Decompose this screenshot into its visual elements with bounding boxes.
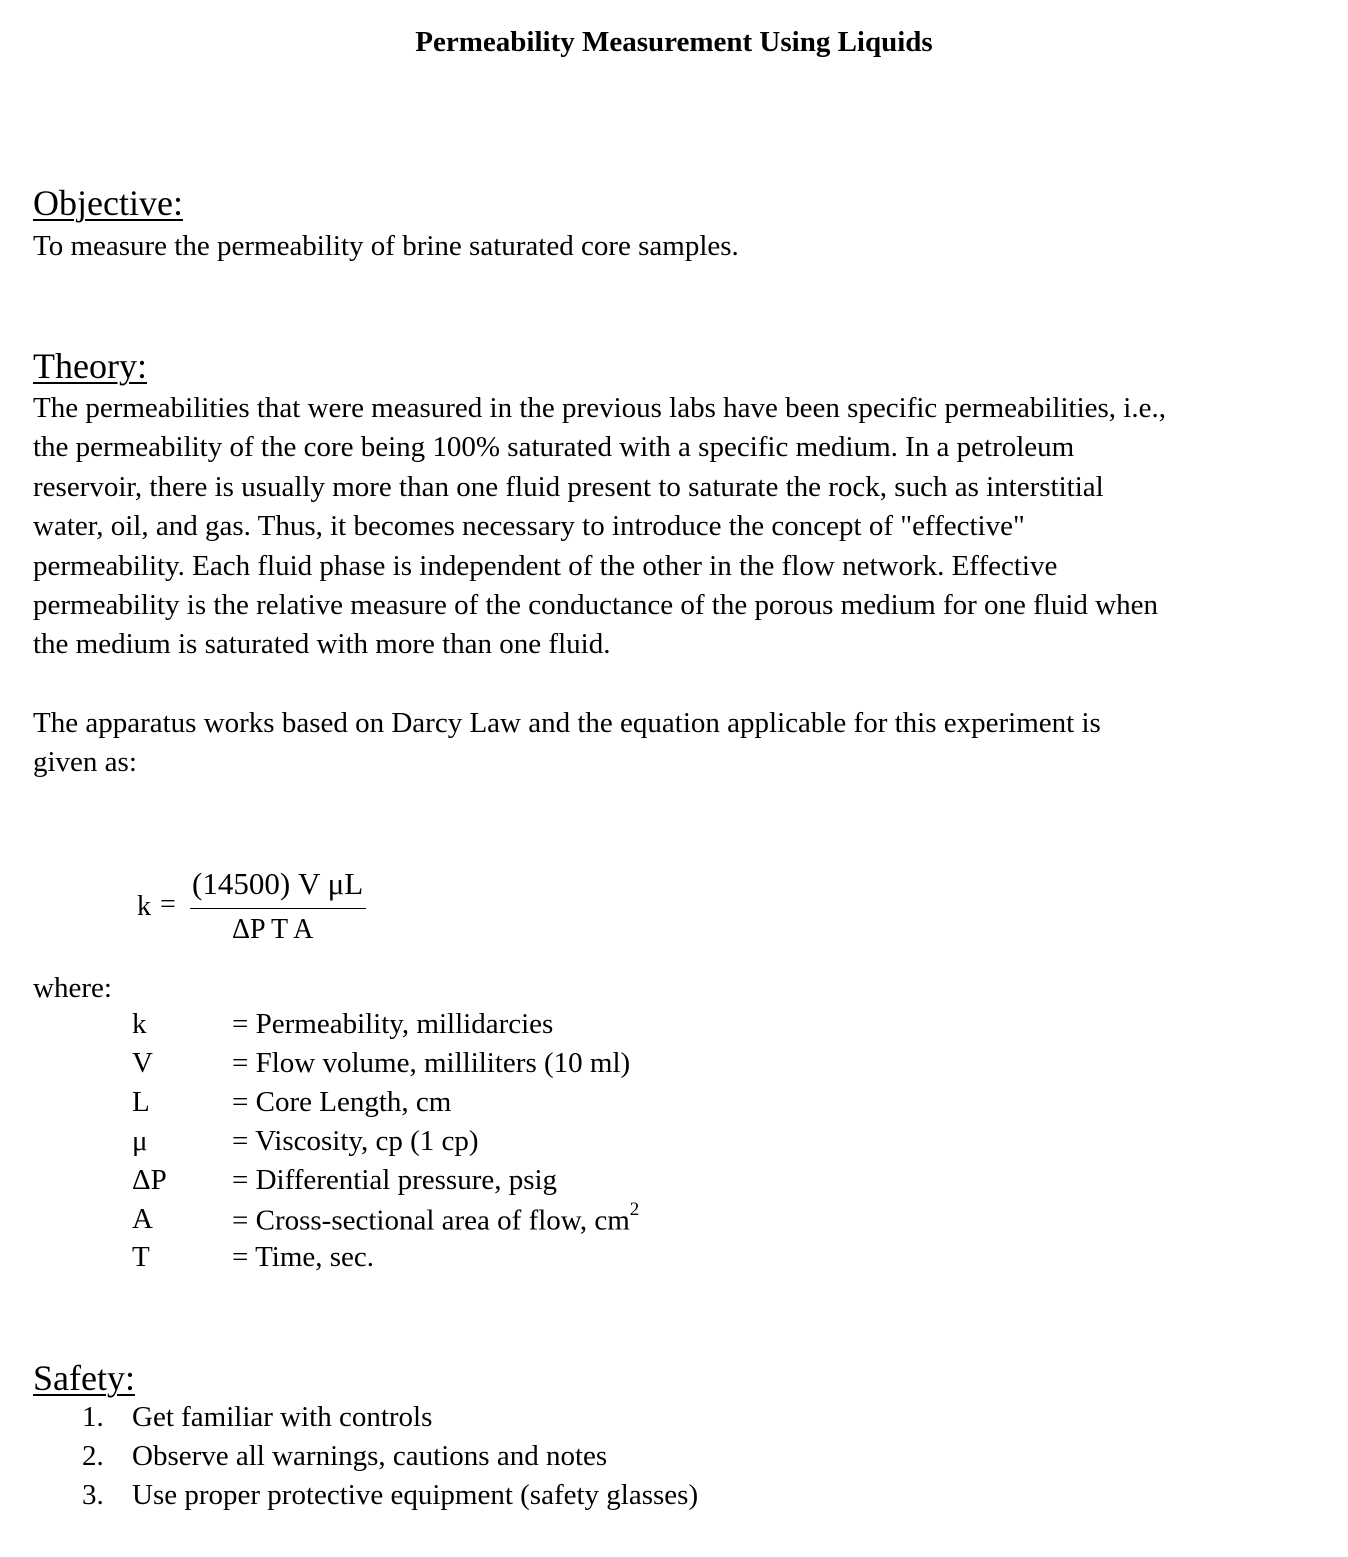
variable-symbol: L — [132, 1086, 150, 1118]
variable-definition: = Time, sec. — [232, 1241, 375, 1273]
theory-paragraph-2 — [33, 704, 1333, 783]
variable-symbol: μ — [132, 1125, 148, 1157]
variable-symbol: A — [132, 1203, 153, 1235]
equation-denominator: ΔP T A — [232, 914, 314, 945]
equation-lhs: k — [137, 891, 151, 922]
theory-line: The permeabilities that were measured in the previous labs have been specific permeabilities, i.e., — [33, 392, 1166, 424]
theory-line: the permeability of the core being 100% saturated with a specific medium. In a petroleum — [33, 431, 1075, 464]
variable-symbol: V — [132, 1047, 153, 1079]
safety-item-text: Get familiar with controls — [132, 1401, 433, 1433]
variable-definition: = Cross-sectional area of flow, cm — [232, 1204, 630, 1237]
variable-symbol: ΔP — [132, 1164, 167, 1196]
variable-symbol: k — [132, 1008, 147, 1040]
fraction-bar — [190, 908, 366, 909]
variable-definition: = Permeability, millidarcies — [232, 1008, 554, 1040]
where-label: where: — [33, 972, 112, 1004]
safety-item-number: 1. — [82, 1401, 104, 1433]
variable-definition: = Differential pressure, psig — [232, 1164, 558, 1196]
variable-symbol: T — [132, 1241, 150, 1273]
theory-heading: Theory: — [33, 346, 147, 386]
safety-item-number: 3. — [82, 1479, 104, 1511]
safety-heading: Safety: — [33, 1358, 135, 1398]
theory-line: reservoir, there is usually more than one fluid present to saturate the rock, such as interstitial — [33, 470, 1104, 503]
equation-equals: = — [160, 889, 176, 920]
theory-line: The apparatus works based on Darcy Law and the equation applicable for this experiment is — [33, 707, 1101, 739]
variable-definition: = Flow volume, milliliters (10 ml) — [232, 1047, 631, 1079]
variable-definition-with-sup — [232, 1199, 640, 1238]
equation-numerator-vars: V μL — [298, 866, 364, 901]
safety-item-text: Use proper protective equipment (safety glasses) — [132, 1479, 699, 1511]
page-title: Permeability Measurement Using Liquids — [415, 26, 933, 58]
theory-line: permeability. Each fluid phase is independent of the other in the flow network. Effective — [33, 549, 1058, 582]
superscript: 2 — [629, 1199, 640, 1220]
theory-line: permeability is the relative measure of the conductance of the porous medium for one fluid when — [33, 589, 1158, 622]
theory-line: the medium is saturated with more than one fluid. — [33, 628, 611, 661]
safety-item-text: Observe all warnings, cautions and notes — [132, 1440, 608, 1472]
theory-paragraph-1 — [33, 389, 1333, 665]
variable-definition: = Core Length, cm — [232, 1086, 452, 1118]
safety-item-number: 2. — [82, 1440, 104, 1472]
variable-definition: = Viscosity, cp (1 cp) — [232, 1125, 479, 1157]
objective-heading: Objective: — [33, 183, 183, 223]
theory-line: water, oil, and gas. Thus, it becomes necessary to introduce the concept of "effective" — [33, 510, 1025, 543]
objective-text: To measure the permeability of brine saturated core samples. — [33, 230, 739, 262]
equation-numerator-coeff: (14500) — [192, 866, 291, 901]
theory-line: given as: — [33, 746, 137, 779]
